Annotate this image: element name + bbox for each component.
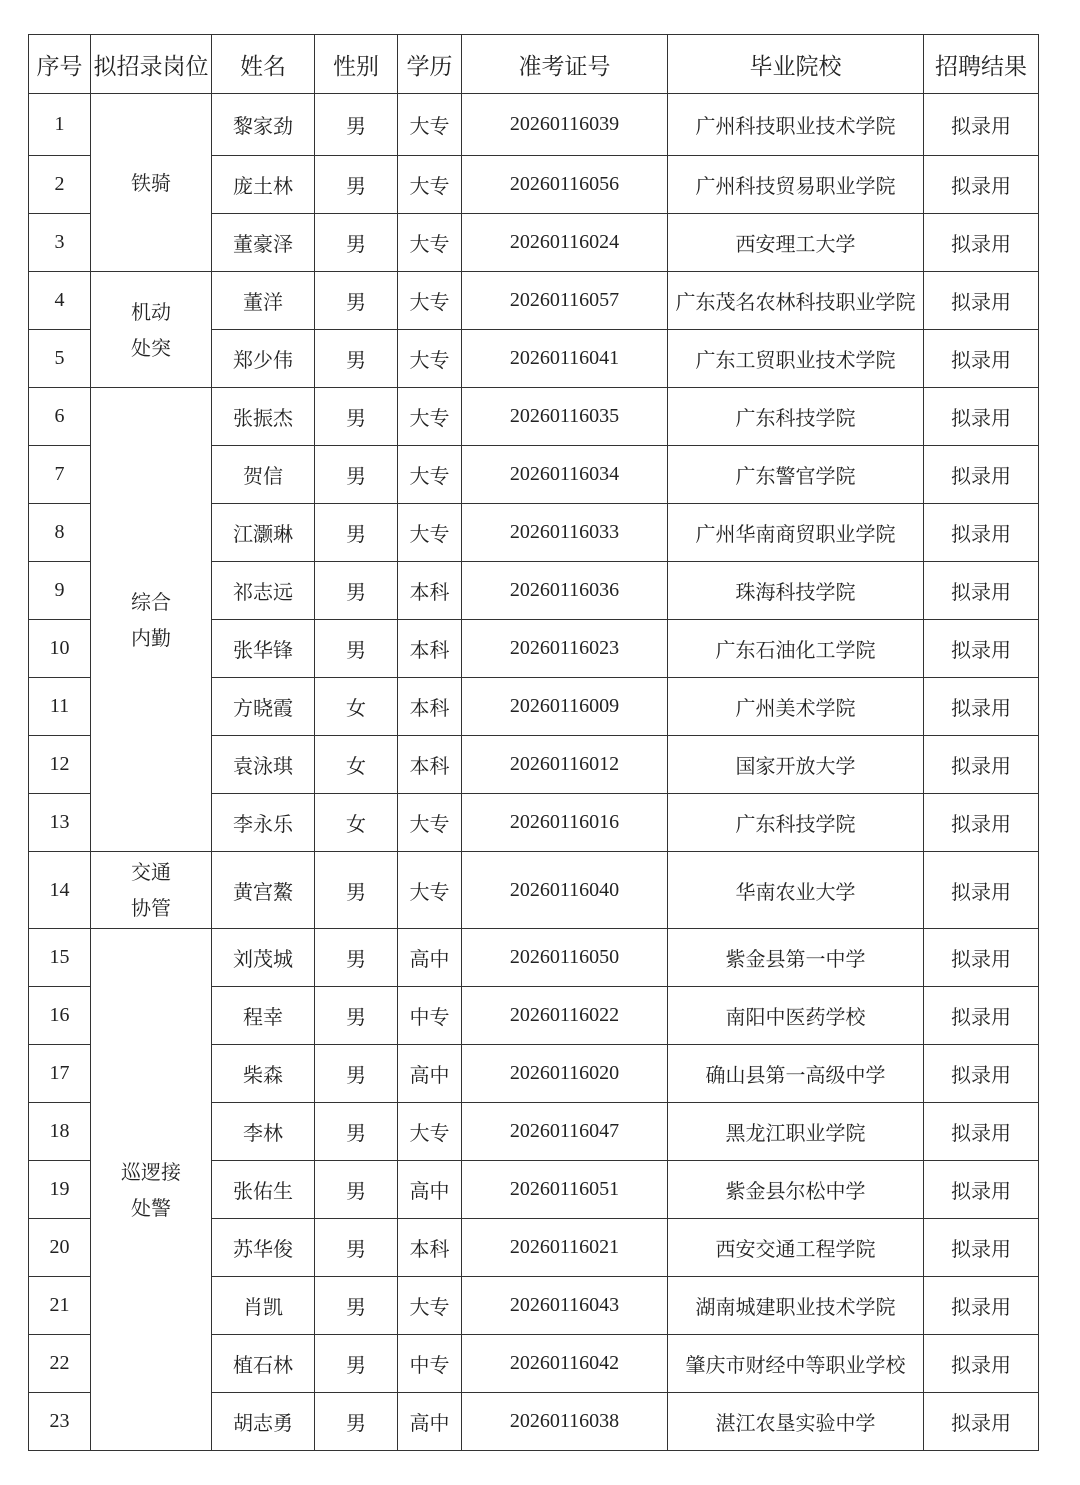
cell-name: 肖凯 bbox=[212, 1277, 315, 1335]
post-line: 协管 bbox=[131, 896, 171, 920]
cell-seq: 11 bbox=[29, 678, 91, 736]
cell-gender: 男 bbox=[315, 446, 398, 504]
cell-exam-number: 20260116009 bbox=[462, 678, 668, 736]
cell-post bbox=[91, 272, 212, 388]
cell-seq: 21 bbox=[29, 1277, 91, 1335]
cell-exam-number: 20260116033 bbox=[462, 504, 668, 562]
cell-result: 拟录用 bbox=[924, 1045, 1039, 1103]
cell-school: 广州华南商贸职业学院 bbox=[668, 504, 924, 562]
cell-gender: 男 bbox=[315, 1103, 398, 1161]
cell-name: 柴森 bbox=[212, 1045, 315, 1103]
cell-seq: 20 bbox=[29, 1219, 91, 1277]
cell-gender: 男 bbox=[315, 156, 398, 214]
cell-exam-number: 20260116047 bbox=[462, 1103, 668, 1161]
cell-education: 高中 bbox=[398, 1161, 462, 1219]
cell-name: 贺信 bbox=[212, 446, 315, 504]
cell-gender: 男 bbox=[315, 1161, 398, 1219]
cell-education: 本科 bbox=[398, 736, 462, 794]
cell-name: 董洋 bbox=[212, 272, 315, 330]
post-line: 内勤 bbox=[131, 625, 171, 650]
header-row bbox=[29, 35, 1039, 94]
cell-exam-number: 20260116012 bbox=[462, 736, 668, 794]
cell-education: 大专 bbox=[398, 214, 462, 272]
cell-seq: 15 bbox=[29, 929, 91, 987]
cell-post bbox=[91, 94, 212, 272]
post-line: 处突 bbox=[131, 335, 171, 360]
cell-gender: 男 bbox=[315, 929, 398, 987]
cell-education: 中专 bbox=[398, 987, 462, 1045]
cell-school: 广东警官学院 bbox=[668, 446, 924, 504]
cell-seq: 23 bbox=[29, 1393, 91, 1451]
cell-name: 张佑生 bbox=[212, 1161, 315, 1219]
post-line: 巡逻接 bbox=[121, 1159, 181, 1184]
cell-gender: 男 bbox=[315, 214, 398, 272]
cell-seq: 6 bbox=[29, 388, 91, 446]
cell-result: 拟录用 bbox=[924, 1219, 1039, 1277]
cell-seq: 10 bbox=[29, 620, 91, 678]
post-line: 机动 bbox=[131, 299, 171, 324]
cell-exam-number: 20260116022 bbox=[462, 987, 668, 1045]
cell-school: 华南农业大学 bbox=[668, 852, 924, 929]
cell-exam-number: 20260116038 bbox=[462, 1393, 668, 1451]
table-header bbox=[29, 35, 1039, 94]
cell-exam-number: 20260116050 bbox=[462, 929, 668, 987]
table-row bbox=[29, 852, 1039, 929]
cell-result: 拟录用 bbox=[924, 929, 1039, 987]
cell-gender: 男 bbox=[315, 94, 398, 156]
cell-seq: 18 bbox=[29, 1103, 91, 1161]
cell-result: 拟录用 bbox=[924, 678, 1039, 736]
cell-school: 确山县第一高级中学 bbox=[668, 1045, 924, 1103]
cell-education: 大专 bbox=[398, 330, 462, 388]
post-line: 综合 bbox=[131, 589, 171, 614]
cell-name: 张华锋 bbox=[212, 620, 315, 678]
cell-school: 紫金县尔松中学 bbox=[668, 1161, 924, 1219]
header-gender: 性别 bbox=[315, 35, 398, 94]
cell-gender: 男 bbox=[315, 1335, 398, 1393]
cell-result: 拟录用 bbox=[924, 94, 1039, 156]
cell-exam-number: 20260116035 bbox=[462, 388, 668, 446]
cell-name: 郑少伟 bbox=[212, 330, 315, 388]
cell-seq: 12 bbox=[29, 736, 91, 794]
table-row bbox=[29, 388, 1039, 446]
cell-result: 拟录用 bbox=[924, 156, 1039, 214]
cell-education: 高中 bbox=[398, 1045, 462, 1103]
cell-school: 南阳中医药学校 bbox=[668, 987, 924, 1045]
cell-school: 肇庆市财经中等职业学校 bbox=[668, 1335, 924, 1393]
cell-seq: 9 bbox=[29, 562, 91, 620]
cell-exam-number: 20260116056 bbox=[462, 156, 668, 214]
cell-school: 黑龙江职业学院 bbox=[668, 1103, 924, 1161]
cell-name: 刘茂城 bbox=[212, 929, 315, 987]
cell-education: 大专 bbox=[398, 1277, 462, 1335]
cell-education: 中专 bbox=[398, 1335, 462, 1393]
cell-seq: 14 bbox=[29, 852, 91, 929]
cell-exam-number: 20260116036 bbox=[462, 562, 668, 620]
cell-exam-number: 20260116021 bbox=[462, 1219, 668, 1277]
cell-name: 程幸 bbox=[212, 987, 315, 1045]
cell-seq: 13 bbox=[29, 794, 91, 852]
cell-gender: 男 bbox=[315, 1277, 398, 1335]
cell-result: 拟录用 bbox=[924, 272, 1039, 330]
cell-seq: 19 bbox=[29, 1161, 91, 1219]
cell-school: 广东石油化工学院 bbox=[668, 620, 924, 678]
cell-result: 拟录用 bbox=[924, 446, 1039, 504]
cell-name: 袁泳琪 bbox=[212, 736, 315, 794]
cell-school: 广东工贸职业技术学院 bbox=[668, 330, 924, 388]
cell-seq: 17 bbox=[29, 1045, 91, 1103]
cell-name: 黄宫鰲 bbox=[212, 852, 315, 929]
cell-result: 拟录用 bbox=[924, 794, 1039, 852]
cell-name: 李永乐 bbox=[212, 794, 315, 852]
cell-gender: 男 bbox=[315, 1045, 398, 1103]
cell-education: 本科 bbox=[398, 1219, 462, 1277]
cell-result: 拟录用 bbox=[924, 1393, 1039, 1451]
cell-seq: 16 bbox=[29, 987, 91, 1045]
cell-exam-number: 20260116043 bbox=[462, 1277, 668, 1335]
cell-post bbox=[91, 929, 212, 1451]
cell-education: 大专 bbox=[398, 504, 462, 562]
cell-school: 广东科技学院 bbox=[668, 388, 924, 446]
cell-name: 李林 bbox=[212, 1103, 315, 1161]
cell-name: 江灏琳 bbox=[212, 504, 315, 562]
cell-exam-number: 20260116034 bbox=[462, 446, 668, 504]
cell-exam-number: 20260116020 bbox=[462, 1045, 668, 1103]
cell-education: 大专 bbox=[398, 446, 462, 504]
table-row bbox=[29, 94, 1039, 156]
cell-gender: 女 bbox=[315, 678, 398, 736]
cell-gender: 男 bbox=[315, 852, 398, 929]
cell-gender: 男 bbox=[315, 1393, 398, 1451]
cell-education: 大专 bbox=[398, 1103, 462, 1161]
cell-exam-number: 20260116051 bbox=[462, 1161, 668, 1219]
cell-seq: 7 bbox=[29, 446, 91, 504]
cell-gender: 女 bbox=[315, 794, 398, 852]
header-school: 毕业院校 bbox=[668, 35, 924, 94]
cell-education: 本科 bbox=[398, 678, 462, 736]
cell-school: 湖南城建职业技术学院 bbox=[668, 1277, 924, 1335]
cell-result: 拟录用 bbox=[924, 620, 1039, 678]
cell-gender: 女 bbox=[315, 736, 398, 794]
cell-result: 拟录用 bbox=[924, 330, 1039, 388]
cell-name: 方晓霞 bbox=[212, 678, 315, 736]
cell-result: 拟录用 bbox=[924, 987, 1039, 1045]
cell-result: 拟录用 bbox=[924, 852, 1039, 929]
cell-post bbox=[91, 388, 212, 852]
cell-education: 大专 bbox=[398, 794, 462, 852]
cell-name: 胡志勇 bbox=[212, 1393, 315, 1451]
cell-school: 西安理工大学 bbox=[668, 214, 924, 272]
cell-result: 拟录用 bbox=[924, 1103, 1039, 1161]
cell-result: 拟录用 bbox=[924, 1161, 1039, 1219]
cell-education: 大专 bbox=[398, 94, 462, 156]
cell-school: 珠海科技学院 bbox=[668, 562, 924, 620]
cell-name: 董豪泽 bbox=[212, 214, 315, 272]
cell-name: 张振杰 bbox=[212, 388, 315, 446]
cell-school: 广州科技职业技术学院 bbox=[668, 94, 924, 156]
cell-exam-number: 20260116042 bbox=[462, 1335, 668, 1393]
cell-name: 庞土林 bbox=[212, 156, 315, 214]
cell-seq: 2 bbox=[29, 156, 91, 214]
cell-gender: 男 bbox=[315, 987, 398, 1045]
cell-seq: 4 bbox=[29, 272, 91, 330]
cell-education: 高中 bbox=[398, 1393, 462, 1451]
cell-school: 广东茂名农林科技职业学院 bbox=[668, 272, 924, 330]
cell-result: 拟录用 bbox=[924, 214, 1039, 272]
cell-result: 拟录用 bbox=[924, 1277, 1039, 1335]
cell-gender: 男 bbox=[315, 1219, 398, 1277]
cell-education: 高中 bbox=[398, 929, 462, 987]
cell-education: 本科 bbox=[398, 562, 462, 620]
cell-education: 本科 bbox=[398, 620, 462, 678]
cell-school: 国家开放大学 bbox=[668, 736, 924, 794]
cell-school: 广州美术学院 bbox=[668, 678, 924, 736]
cell-seq: 1 bbox=[29, 94, 91, 156]
cell-school: 广东科技学院 bbox=[668, 794, 924, 852]
cell-exam-number: 20260116041 bbox=[462, 330, 668, 388]
cell-gender: 男 bbox=[315, 330, 398, 388]
cell-seq: 5 bbox=[29, 330, 91, 388]
cell-seq: 3 bbox=[29, 214, 91, 272]
cell-result: 拟录用 bbox=[924, 1335, 1039, 1393]
cell-gender: 男 bbox=[315, 620, 398, 678]
cell-exam-number: 20260116040 bbox=[462, 852, 668, 929]
table-body bbox=[29, 94, 1039, 1451]
cell-result: 拟录用 bbox=[924, 388, 1039, 446]
cell-name: 祁志远 bbox=[212, 562, 315, 620]
cell-seq: 22 bbox=[29, 1335, 91, 1393]
cell-exam-number: 20260116024 bbox=[462, 214, 668, 272]
cell-result: 拟录用 bbox=[924, 736, 1039, 794]
post-line: 交通 bbox=[131, 860, 171, 884]
header-education: 学历 bbox=[398, 35, 462, 94]
cell-name: 苏华俊 bbox=[212, 1219, 315, 1277]
cell-gender: 男 bbox=[315, 388, 398, 446]
post-line: 处警 bbox=[131, 1195, 171, 1220]
cell-education: 大专 bbox=[398, 272, 462, 330]
header-result: 招聘结果 bbox=[924, 35, 1039, 94]
cell-education: 大专 bbox=[398, 156, 462, 214]
cell-result: 拟录用 bbox=[924, 504, 1039, 562]
cell-exam-number: 20260116039 bbox=[462, 94, 668, 156]
header-seq: 序号 bbox=[29, 35, 91, 94]
header-name: 姓名 bbox=[212, 35, 315, 94]
cell-exam-number: 20260116057 bbox=[462, 272, 668, 330]
table-row bbox=[29, 929, 1039, 987]
cell-gender: 男 bbox=[315, 272, 398, 330]
cell-school: 湛江农垦实验中学 bbox=[668, 1393, 924, 1451]
cell-education: 大专 bbox=[398, 852, 462, 929]
cell-exam-number: 20260116023 bbox=[462, 620, 668, 678]
recruitment-results-table bbox=[28, 34, 1039, 1451]
cell-gender: 男 bbox=[315, 504, 398, 562]
cell-school: 广州科技贸易职业学院 bbox=[668, 156, 924, 214]
cell-result: 拟录用 bbox=[924, 562, 1039, 620]
cell-gender: 男 bbox=[315, 562, 398, 620]
cell-education: 大专 bbox=[398, 388, 462, 446]
cell-exam-number: 20260116016 bbox=[462, 794, 668, 852]
cell-school: 紫金县第一中学 bbox=[668, 929, 924, 987]
cell-name: 植石林 bbox=[212, 1335, 315, 1393]
table-row bbox=[29, 272, 1039, 330]
header-post: 拟招录岗位 bbox=[91, 35, 212, 94]
post-line: 铁骑 bbox=[131, 170, 171, 195]
cell-post bbox=[91, 852, 212, 929]
cell-seq: 8 bbox=[29, 504, 91, 562]
cell-school: 西安交通工程学院 bbox=[668, 1219, 924, 1277]
cell-name: 黎家劲 bbox=[212, 94, 315, 156]
header-exam-number: 准考证号 bbox=[462, 35, 668, 94]
